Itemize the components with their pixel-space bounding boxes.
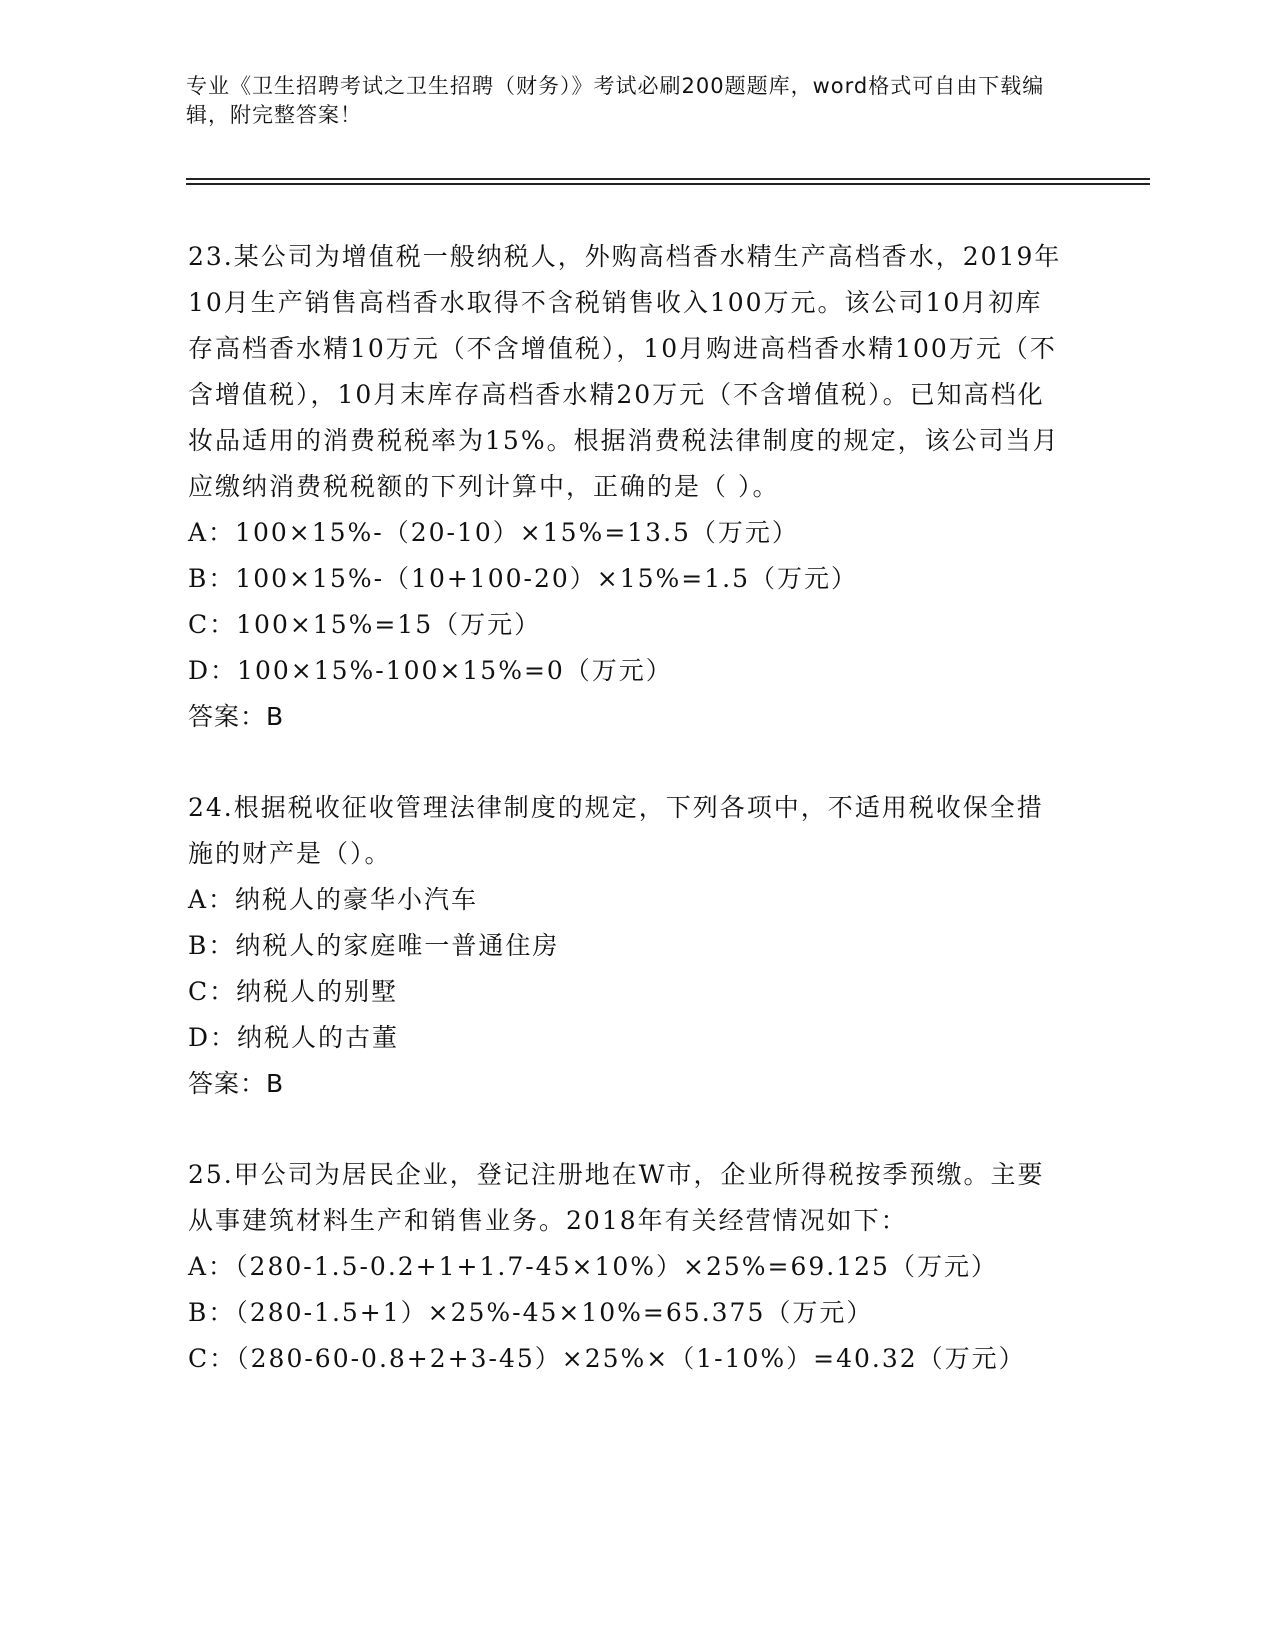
header-divider-second [186,183,1150,185]
question-text: 23.某公司为增值税一般纳税人，外购高档香水精生产高档香水，2019年10月生产销售高档香水取得不含税销售收入100万元。该公司10月初库存高档香水精10万元（不含增值税），10月购进高档香水精100万元（不含增值税），10月末库存高档香水精20万元（不含增值税）。已知高档化妆品适用的消费税税率为15%。根据消费税法律制度的规定，该公司当月应缴纳消费税税额的下列计算中，正确的是（ ）。 [188,242,1062,501]
option-b: B：纳税人的家庭唯一普通住房 [188,931,560,960]
option-a: A：（280-1.5-0.2+1+1.7-45×10%）×25%=69.125（万元） [188,1252,998,1281]
option-c: C：纳税人的别墅 [188,977,399,1006]
option-a: A：纳税人的豪华小汽车 [188,885,479,914]
header-title: 专业《卫生招聘考试之卫生招聘（财务）》考试必刷200题题库，word格式可自由下载编辑，附完整答案！ [186,74,1045,127]
question-list [188,234,1068,1427]
option-b: B：（280-1.5+1）×25%-45×10%=65.375（万元） [188,1298,874,1327]
answer: 答案：B [188,1069,285,1098]
option-d: D：纳税人的古董 [188,1023,400,1052]
option-d: D：100×15%-100×15%=0（万元） [188,656,673,685]
answer: 答案：B [188,702,285,731]
question-24 [188,785,1068,1107]
question-25 [188,1152,1068,1382]
option-c: C：（280-60-0.8+2+3-45）×25%×（1-10%）=40.32（万元） [188,1344,1026,1373]
option-b: B：100×15%-（10+100-20）×15%=1.5（万元） [188,564,859,593]
question-23 [188,234,1068,740]
option-a: A：100×15%-（20-10）×15%=13.5（万元） [188,518,799,547]
header-divider [186,178,1150,180]
question-text: 24.根据税收征收管理法律制度的规定，下列各项中，不适用税收保全措施的财产是（）。 [188,793,1044,868]
question-text: 25.甲公司为居民企业，登记注册地在W市，企业所得税按季预缴。主要从事建筑材料生产和销售业务。2018年有关经营情况如下： [188,1160,1045,1235]
option-c: C：100×15%=15（万元） [188,610,542,639]
page-header [186,72,1066,130]
